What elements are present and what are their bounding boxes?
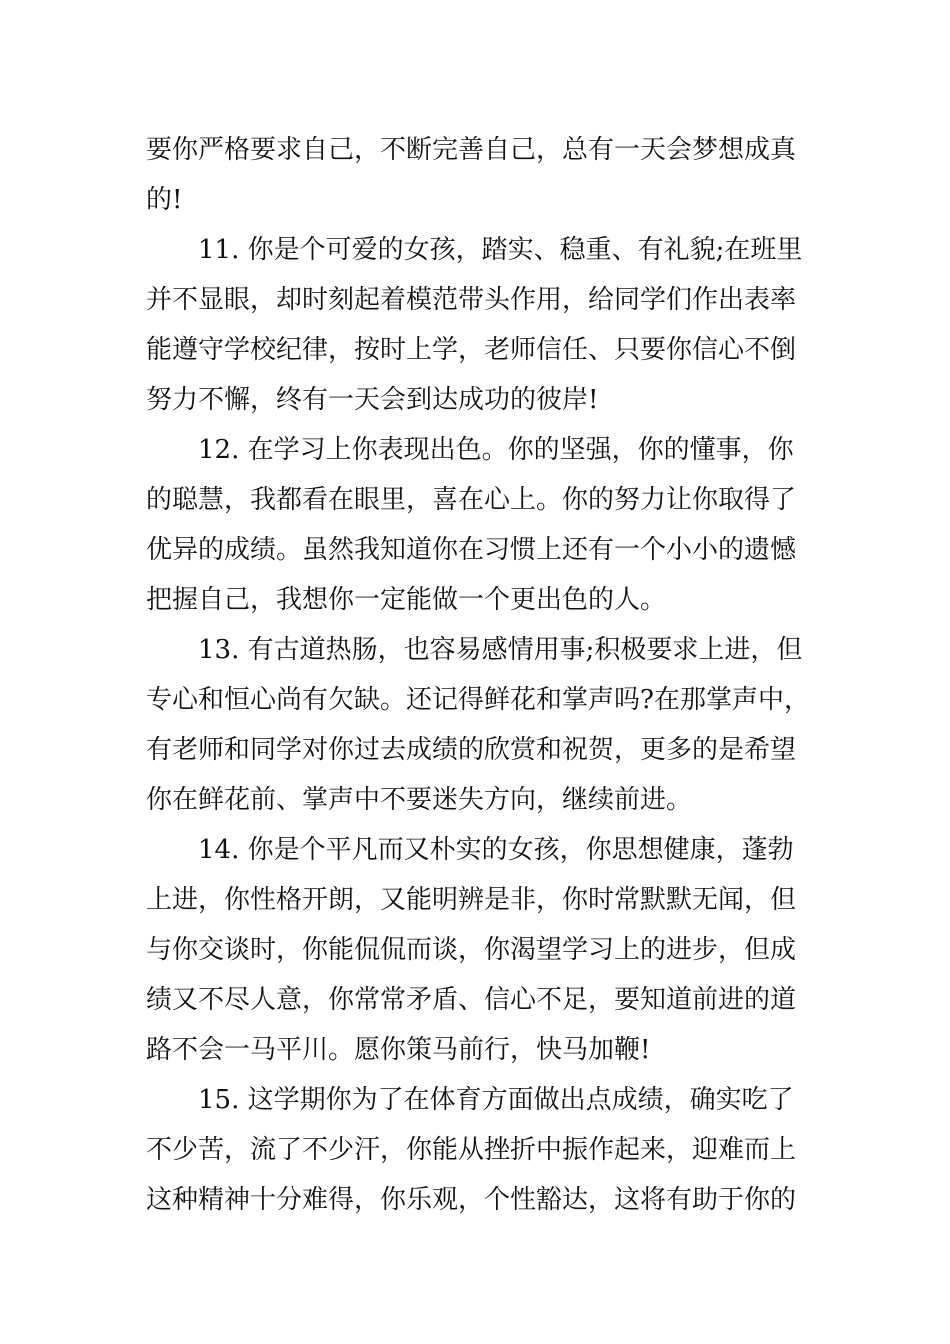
text-line: 与你交谈时，你能侃侃而谈，你渴望学习上的进步，但成 [146,935,797,965]
text-line: 有老师和同学对你过去成绩的欣赏和祝贺，更多的是希望 [146,735,797,765]
text-line: 不少苦，流了不少汗，你能从挫折中振作起来，迎难而上 [146,1135,797,1165]
text-line: 把握自己，我想你一定能做一个更出色的人。 [146,585,667,615]
text-line: 并不显眼，却时刻起着模范带头作用，给同学们作出表率 [146,285,797,315]
text-line: 这种精神十分难得，你乐观，个性豁达，这将有助于你的 [146,1185,797,1215]
paragraph-14-start: 14. 你是个平凡而又朴实的女孩，你思想健康，蓬勃 [198,835,794,865]
text-line: 专心和恒心尚有欠缺。还记得鲜花和掌声吗?在那掌声中， [146,685,810,715]
text-line: 绩又不尽人意，你常常矛盾、信心不足，要知道前进的道 [146,985,797,1015]
paragraph-11-start: 11. 你是个可爱的女孩，踏实、稳重、有礼貌;在班里 [198,235,803,265]
paragraph-12-start: 12. 在学习上你表现出色。你的坚强，你的懂事，你 [198,435,794,465]
text-line: 路不会一马平川。愿你策马前行，快马加鞭! [146,1035,651,1065]
text-line: 努力不懈，终有一天会到达成功的彼岸! [146,385,599,415]
text-line: 的! [146,185,183,215]
text-line: 要你严格要求自己，不断完善自己，总有一天会梦想成真 [146,135,797,165]
text-line: 优异的成绩。虽然我知道你在习惯上还有一个小小的遗憾 [146,535,797,565]
paragraph-15-start: 15. 这学期你为了在体育方面做出点成绩，确实吃了 [198,1085,794,1115]
text-line: 的聪慧，我都看在眼里，喜在心上。你的努力让你取得了 [146,485,797,515]
text-line: 你在鲜花前、掌声中不要迷失方向，继续前进。 [146,785,693,815]
text-line: 上进，你性格开朗，又能明辨是非，你时常默默无闻，但 [146,885,797,915]
paragraph-13-start: 13. 有古道热肠，也容易感情用事;积极要求上进，但 [198,635,803,665]
text-line: 能遵守学校纪律，按时上学，老师信任、只要你信心不倒 [146,335,797,365]
